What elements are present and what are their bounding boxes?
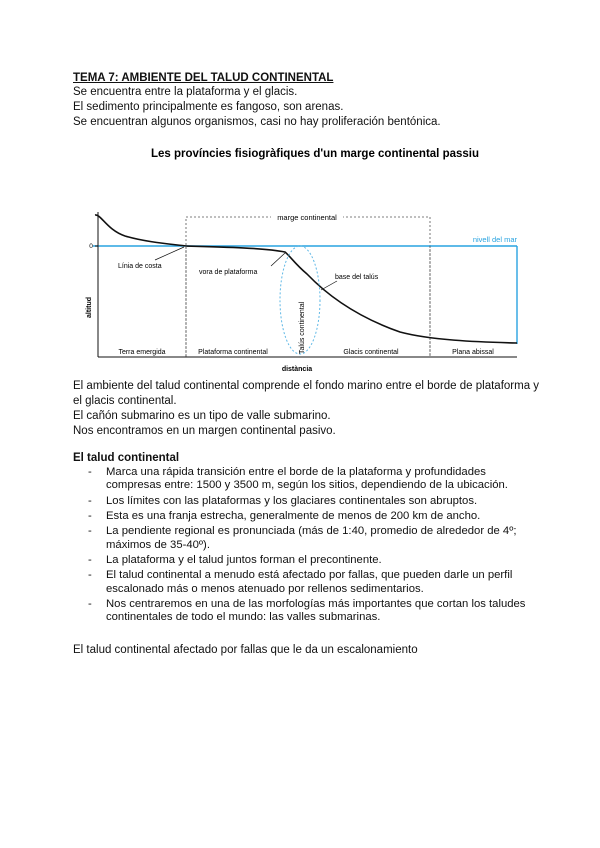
document-title: TEMA 7: AMBIENTE DEL TALUD CONTINENTAL: [73, 72, 334, 84]
shelf-edge-pointer: [271, 253, 285, 266]
zero-label: 0: [89, 243, 93, 250]
bullet-item: - La pendiente regional es pronunciada (más de 1:40, promedio de alrededor de 4º; máximos de 35-40º).: [88, 525, 538, 551]
section-heading: El talud continental: [73, 452, 180, 464]
intro-line-1: Se encuentra entre la plataforma y el glacis.: [73, 86, 298, 98]
bullet-item: - Esta es una franja estrecha, generalmente de menos de 200 km de ancho.: [88, 510, 538, 523]
continental-margin-figure: [85, 140, 525, 380]
paragraph-line-2: el glacis continental.: [73, 395, 177, 407]
margin-diagram: [85, 140, 525, 380]
margin-label: marge continental: [277, 213, 337, 222]
y-axis-label: altitud: [86, 297, 93, 318]
coast-label: Línia de costa: [118, 263, 162, 270]
talud-bullet-list: [88, 466, 538, 627]
slope-base-pointer: [321, 281, 337, 290]
paragraph-line-4: Nos encontramos en un margen continental pasivo.: [73, 425, 336, 437]
x-axis-label: distància: [281, 366, 313, 373]
figure-title: Les províncies fisiogràfiques d'un marge continental passiu: [151, 148, 480, 160]
bullet-item: - Nos centraremos en una de las morfologías más importantes que cortan los taludes continentales de todo el mundo: las valles submarinas.: [88, 598, 538, 624]
zone-label-glacis: Glacis continental: [343, 349, 399, 356]
zone-label-land: Terra emergida: [118, 349, 166, 356]
sea-level-label: nivell del mar: [472, 235, 517, 244]
zone-label-shelf: Plataforma continental: [198, 349, 268, 356]
bullet-item: - La plataforma y el talud juntos forman el precontinente.: [88, 554, 538, 567]
slope-base-label: base del talús: [335, 274, 379, 281]
paragraph-line-1: El ambiente del talud continental comprende el fondo marino entre el borde de plataforma y: [73, 380, 540, 392]
bullet-item: - Los límites con las plataformas y los glaciares continentales son abruptos.: [88, 495, 538, 508]
slope-label: Talús continental: [299, 301, 306, 354]
bullet-item: - Marca una rápida transición entre el borde de la plataforma y profundidades compresas entre: 1500 y 3500 m, según los sitios, dependiendo de la ubicación.: [88, 466, 538, 492]
intro-line-2: El sedimento principalmente es fangoso, son arenas.: [73, 101, 344, 113]
closing-line: El talud continental afectado por fallas que le da un escalonamiento: [73, 644, 418, 656]
intro-line-3: Se encuentran algunos organismos, casi no hay proliferación bentónica.: [73, 116, 441, 128]
shelf-edge-label: vora de plataforma: [199, 269, 258, 276]
bullet-item: - El talud continental a menudo está afectado por fallas, que pueden darle un perfil escalonado más o menos atenuado por rellenos sedimentarios.: [88, 569, 538, 595]
zone-label-abyssal: Plana abissal: [452, 349, 494, 356]
margin-box: [186, 217, 430, 357]
paragraph-line-3: El cañón submarino es un tipo de valle submarino.: [73, 410, 331, 422]
seafloor-profile: [95, 215, 517, 343]
coast-pointer: [155, 247, 184, 260]
